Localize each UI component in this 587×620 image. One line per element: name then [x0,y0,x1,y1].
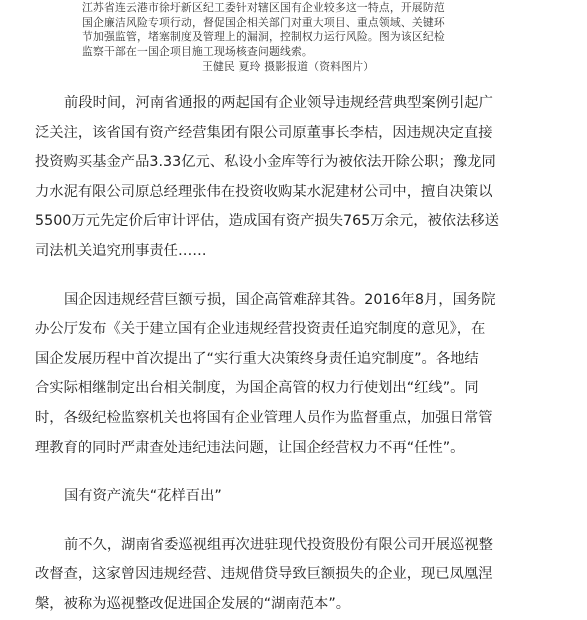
paragraph-3 [35,531,564,620]
paragraph-line: 5500万元先定价后审计评估，造成国有资产损失765万余元，被依法移送 [35,213,499,230]
paragraph-line: 时，各级纪检监察机关也将国有企业管理人员作为监督重点，加强日常管 [35,409,493,426]
paragraph-line: 投资购买基金产品3.33亿元、私设小金库等行为被依法开除公职；豫龙同 [35,154,496,171]
paragraph-line: 前不久，湖南省委巡视组再次进驻现代投资股份有限公司开展巡视整 [64,536,493,553]
paragraph-line: 合实际相继制定出台相关制度，为国企高管的权力行使划出“红线”。同 [35,380,479,397]
caption-line: 监察干部在一国企项目施工现场核查问题线索。 [82,45,313,59]
paragraph-line: 槃，被称为巡视整改促进国企发展的“湖南范本”。 [35,595,351,612]
section-heading: 国有资产流失“花样百出” [64,488,222,505]
paragraph-line: 改督查，这家曾因违规经营、违规借贷导致巨额损失的企业，现已凤凰涅 [35,566,493,583]
paragraph-line: 前段时间，河南省通报的两起国有企业领导违规经营典型案例引起广 [64,95,493,111]
paragraph-2 [35,286,564,464]
photo-caption [82,1,512,75]
caption-credit: 王健民 夏玲 摄影报道（资料图片） [202,59,375,73]
paragraph-line: 理教育的同时严肃查处违纪违法问题，让国企经营权力不再“任性”。 [35,439,465,456]
caption-line: 江苏省连云港市徐圩新区纪工委针对辖区国有企业较多这一特点，开展防范 [82,1,445,14]
paragraph-line: 国企发展历程中首次提出了“实行重大决策终身责任追究制度”。各地结 [35,350,479,367]
paragraph-line: 办公厅发布《关于建立国有企业违规经营投资责任追究制度的意见》，在 [35,321,486,338]
paragraph-line: 国企因违规经营巨额亏损，国企高管难辞其咎。2016年8月，国务院 [64,291,496,308]
paragraph-1 [35,89,564,267]
caption-line: 节加强监管，堵塞制度及管理上的漏洞，控制权力运行风险。图为该区纪检 [82,30,445,44]
paragraph-line: 力水泥有限公司原总经理张伟在投资收购某水泥建材公司中，擅自决策以 [35,183,493,200]
paragraph-line: 司法机关追究刑事责任…… [35,242,207,259]
article-body [35,89,564,620]
caption-line: 国企廉洁风险专项行动，督促国企相关部门对重大项目、重点领域、关键环 [82,15,445,29]
paragraph-line: 泛关注，该省国有资产经营集团有限公司原董事长李桔，因违规决定直接 [35,124,493,141]
